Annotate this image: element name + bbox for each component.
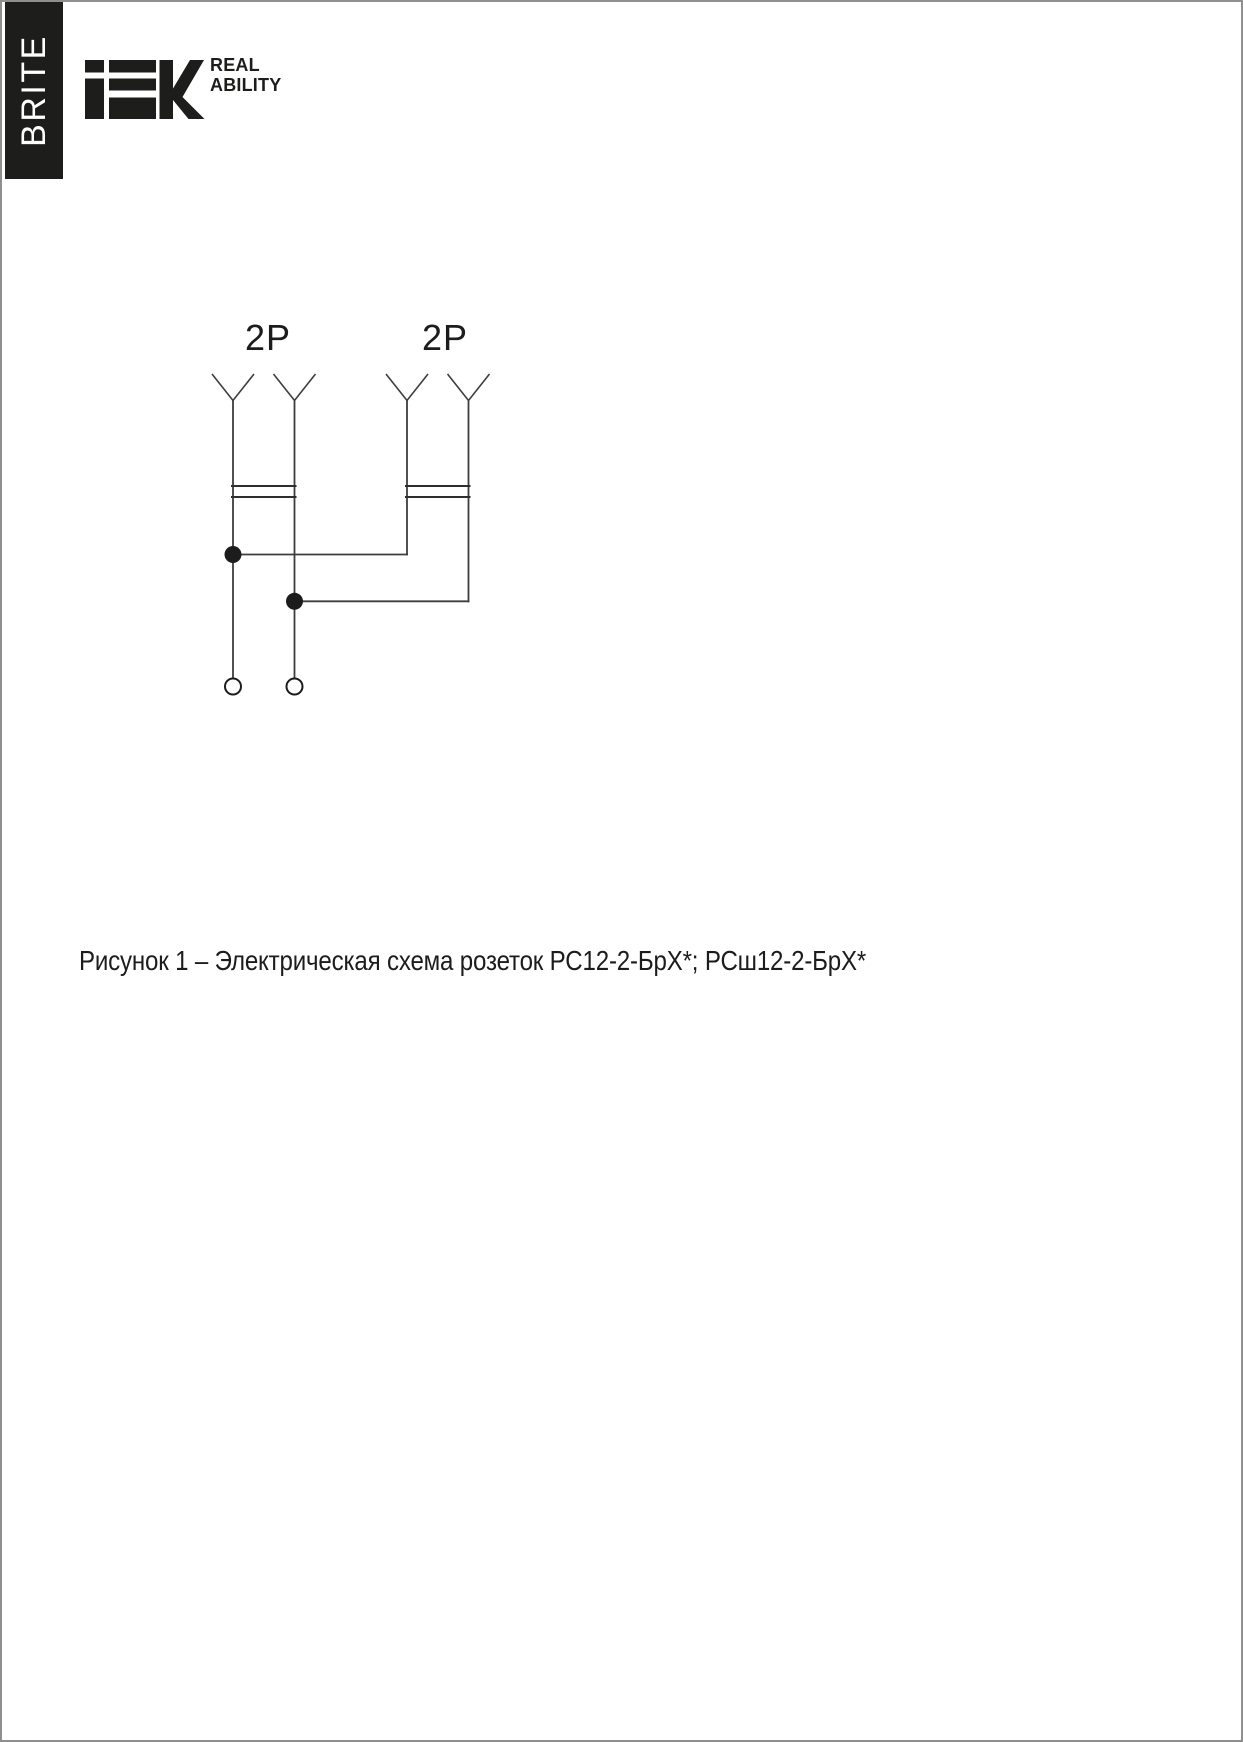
iek-logo-e-bottom (109, 98, 156, 120)
figure-caption: Рисунок 1 – Электрическая схема розеток РС12-2-БрХ*; РСш12-2-БрХ* (79, 945, 867, 976)
terminal-circle-2 (287, 679, 303, 695)
iek-logo-e-top (109, 60, 156, 73)
junction-dot-1 (225, 546, 242, 563)
iek-logo-e-mid (109, 79, 156, 91)
socket1-left-contact-fork-icon (212, 374, 254, 401)
brand-tagline (210, 55, 281, 95)
iek-logo-i-dot (85, 60, 104, 73)
brand-tagline-line1: REAL (210, 55, 260, 75)
brand-tagline-line2: ABILITY (210, 75, 282, 95)
socket2-pole-label: 2P (421, 317, 469, 358)
socket1-pole-label: 2P (244, 317, 292, 358)
iek-logo-i-stem (85, 79, 104, 120)
terminal-circle-1 (225, 679, 241, 695)
socket-wiring-diagram (152, 302, 522, 712)
brite-series-banner (5, 2, 63, 179)
iek-logo-k (160, 60, 205, 119)
iek-logo-icon (85, 59, 206, 119)
socket1-right-contact-fork-icon (274, 374, 316, 401)
socket2-right-contact-fork-icon (448, 374, 490, 401)
brite-series-label: BRITE (14, 34, 53, 147)
socket2-left-contact-fork-icon (386, 374, 428, 401)
junction-dot-2 (286, 593, 303, 610)
